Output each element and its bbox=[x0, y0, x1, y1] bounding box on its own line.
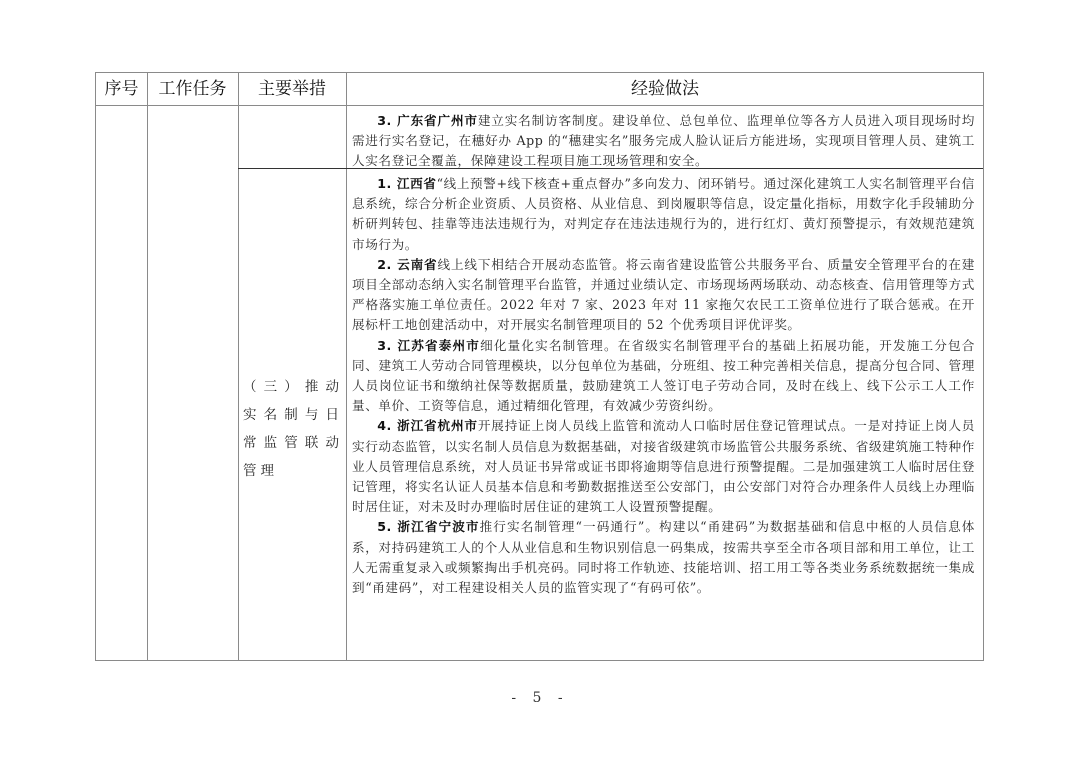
column-divider bbox=[147, 73, 148, 660]
experience-item bbox=[352, 168, 975, 255]
item-text: 推行实名制管理“一码通行”。构建以“甬建码”为数据基础和信息中枢的人员信息体系，对持码建筑工人的个人从业信息和生物识别信息一码集成，按需共享至全市各项目部和用工单位，让工人无需重复录入或频繁掏出手机亮码。同时将工作轨迹、技能培训、招工用工等各类业务系统数据统一集成到“甬建码”，对工程建设相关人员的监管实现了“有码可依”。 bbox=[352, 519, 975, 596]
experience-item bbox=[352, 255, 975, 336]
page-number: - 5 - bbox=[511, 690, 569, 706]
measure-cell: （三）推动实名制与日常监管联动管理 bbox=[243, 379, 343, 479]
item-text: “线上预警+线下核查+重点督办”多向发力、闭环销号。通过深化建筑工人实名制管理平台信息系统，综合分析企业资质、人员资格、从业信息、到岗履职等信息，设定量化指标，用数字化手段辅助分析研判转包、挂靠等违法违规行为，对判定存在违法违规行为的，进行红灯、黄灯预警提示，有效规范建筑市场行为。 bbox=[352, 176, 975, 252]
experience-item bbox=[352, 336, 975, 417]
item-lead: 3. 江苏省泰州市 bbox=[377, 337, 481, 353]
item-lead: 4. 浙江省杭州市 bbox=[377, 418, 478, 434]
item-text: 开展持证上岗人员线上监管和流动人口临时居住登记管理试点。一是对持证上岗人员实行动态监管，以实名制人员信息为数据基础，对接省级建筑市场监管公共服务系统、省级建筑施工特种作业人员管理信息系统，对人员证书异常或证书即将逾期等信息进行预警提醒。二是加强建筑工人临时居住登记管理，将实名认证人员基本信息和考勤数据推送至公安部门，由公安部门对符合办理条件人员线上办理临时居住证，对未及时办理临时居住证的建筑工人设置预警提醒。 bbox=[352, 418, 975, 515]
column-divider bbox=[238, 73, 239, 660]
item-lead: 2. 云南省 bbox=[377, 256, 438, 272]
item-text: 细化量化实名制管理。在省级实名制管理平台的基础上拓展功能，开发施工分包合同、建筑工人劳动合同管理模块，以分包单位为基础，分班组、按工种完善相关信息，提高分包合同、管理人员岗位证书和缴纳社保等数据质量，鼓励建筑工人签订电子劳动合同，及时在线上、线下公示工人工作量、单价、工资等信息，通过精细化管理，有效减少劳资纠纷。 bbox=[352, 337, 975, 414]
experience-item bbox=[352, 105, 975, 168]
header-task: 工作任务 bbox=[158, 79, 227, 99]
column-divider bbox=[346, 73, 347, 660]
header-seq: 序号 bbox=[104, 79, 139, 99]
item-lead: 3. 广东省广州市 bbox=[377, 113, 478, 128]
item-lead: 1. 江西省 bbox=[377, 176, 437, 191]
experience-column bbox=[352, 105, 975, 598]
header-measure: 主要举措 bbox=[258, 79, 326, 99]
experience-item bbox=[352, 416, 975, 517]
experience-item bbox=[352, 517, 975, 598]
item-text: 建立实名制访客制度。建设单位、总包单位、监理单位等各方人员进入项目现场时均需进行实名登记，在穗好办 App 的“穗建实名”服务完成人脸认证后方能进场，实现项目管理人员、建筑工人实名登记全覆盖，保障建设工程项目施工现场管理和安全。 bbox=[352, 113, 975, 169]
item-lead: 5. 浙江省宁波市 bbox=[377, 519, 480, 535]
experience-table bbox=[95, 72, 984, 661]
item-text: 线上线下相结合开展动态监管。将云南省建设监管公共服务平台、质量安全管理平台的在建项目全部动态纳入实名制管理平台监管，并通过业绩认定、市场现场两场联动、动态核查、信用管理等方式严格落实施工单位责任。2022 年对 7 家、2023 年对 11 家拖欠农民工工资单位进行了联合惩戒。在开展标杆工地创建活动中，对开展实名制管理项目的 52 个优秀项目评优评奖。 bbox=[352, 256, 975, 333]
header-experience: 经验做法 bbox=[631, 79, 699, 99]
